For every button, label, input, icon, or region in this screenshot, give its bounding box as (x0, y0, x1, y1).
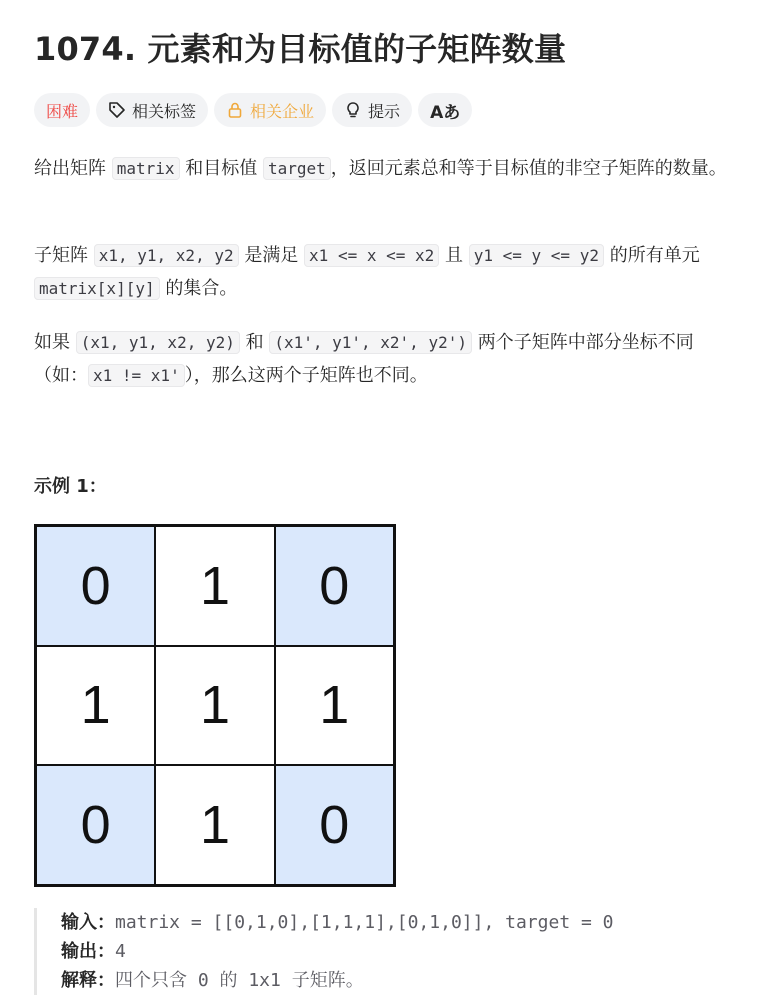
translate-button[interactable]: Aあ (418, 93, 472, 127)
description-paragraph-2: 子矩阵 x1, y1, x2, y2 是满足 x1 <= x <= x2 且 y1 <= y <= y2 的所有单元 matrix[x][y] 的集合。 (34, 245, 700, 299)
companies-tag[interactable] (214, 93, 326, 127)
hints-label: 提示 (368, 101, 401, 121)
hints-tag[interactable] (332, 93, 412, 127)
related-topics-tag[interactable] (96, 93, 208, 127)
example-explanation: 解释：四个只含 0 的 1x1 子矩阵。 (61, 970, 364, 991)
matrix-cell: 1 (155, 765, 274, 885)
example-io-block (34, 908, 614, 995)
lightbulb-icon (344, 101, 362, 119)
tag-bar (34, 93, 472, 127)
tag-icon (108, 101, 126, 119)
lock-icon (226, 101, 244, 119)
matrix-cell: 0 (36, 765, 155, 885)
matrix-cell: 1 (155, 526, 274, 646)
description-paragraph-3: 如果 (x1, y1, x2, y2) 和 (x1', y1', x2', y2') 两个子矩阵中部分坐标不同（如： x1 != x1' ），那么这两个子矩阵也不同。 (34, 332, 694, 386)
matrix-cell: 0 (36, 526, 155, 646)
example-matrix-image (34, 524, 396, 887)
matrix-cell: 0 (275, 765, 394, 885)
problem-title[interactable]: 1074. 元素和为目标值的子矩阵数量 (34, 30, 567, 68)
example-title: 示例 1： (34, 476, 107, 497)
matrix-cell: 1 (155, 646, 274, 766)
matrix-cell: 1 (36, 646, 155, 766)
example-output: 输出：4 (61, 941, 126, 962)
companies-label: 相关企业 (250, 101, 315, 121)
related-topics-label: 相关标签 (132, 101, 197, 121)
matrix-cell: 0 (275, 526, 394, 646)
matrix-cell: 1 (275, 646, 394, 766)
description-paragraph-1: 给出矩阵 matrix 和目标值 target ，返回元素总和等于目标值的非空子矩阵的数量。 (34, 158, 727, 179)
example-input: 输入：matrix = [[0,1,0],[1,1,1],[0,1,0]], target = 0 (61, 912, 614, 933)
difficulty-badge: 困难 (34, 93, 90, 127)
